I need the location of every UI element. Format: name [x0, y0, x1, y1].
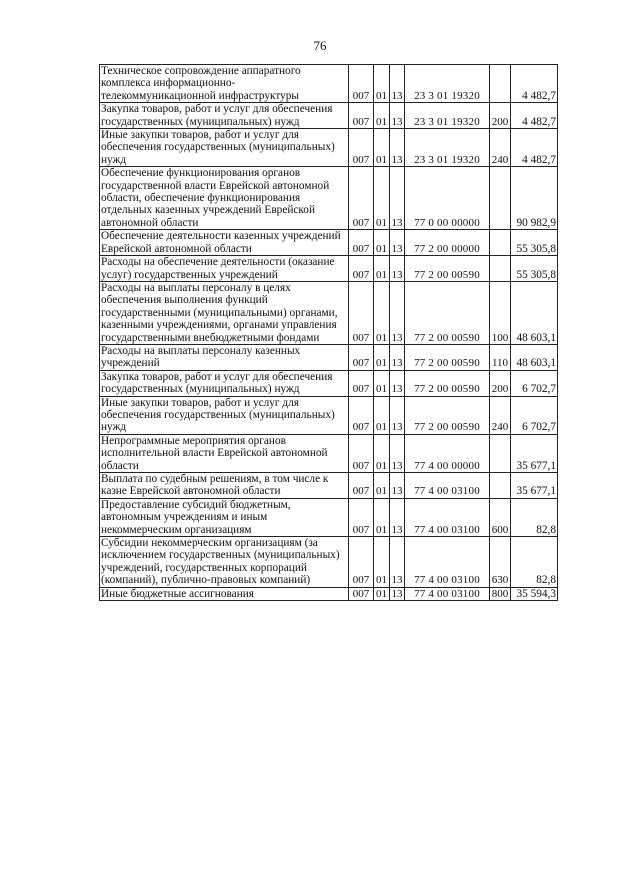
ministry-code-cell: 007: [349, 230, 374, 256]
table-row: [100, 281, 558, 344]
section-code-cell: 01: [374, 396, 390, 434]
ministry-code-cell: 007: [349, 344, 374, 370]
ministry-code-cell: 007: [349, 281, 374, 344]
section-code-cell: 01: [374, 281, 390, 344]
amount-cell: 4 482,7: [511, 129, 558, 167]
expense-type-code-cell: [490, 65, 511, 103]
subsection-code-cell: 13: [390, 103, 405, 129]
section-code-cell: 01: [374, 129, 390, 167]
expense-type-code-cell: 100: [490, 281, 511, 344]
amount-cell: 82,8: [511, 537, 558, 588]
target-article-code-cell: 77 4 00 00000: [405, 434, 490, 472]
expense-type-code-cell: 600: [490, 498, 511, 536]
expense-type-code-cell: [490, 230, 511, 256]
section-code-cell: 01: [374, 473, 390, 499]
amount-cell: 6 702,7: [511, 370, 558, 396]
amount-cell: 4 482,7: [511, 65, 558, 103]
ministry-code-cell: 007: [349, 256, 374, 282]
ministry-code-cell: 007: [349, 103, 374, 129]
amount-cell: 6 702,7: [511, 396, 558, 434]
table-row: [100, 498, 558, 536]
ministry-code-cell: 007: [349, 587, 374, 600]
table-row: [100, 434, 558, 472]
expense-type-code-cell: [490, 473, 511, 499]
page-number: 76: [313, 38, 327, 53]
subsection-code-cell: 13: [390, 167, 405, 230]
target-article-code-cell: 77 4 00 03100: [405, 498, 490, 536]
ministry-code-cell: 007: [349, 129, 374, 167]
ministry-code-cell: 007: [349, 434, 374, 472]
amount-cell: 48 603,1: [511, 281, 558, 344]
amount-cell: 55 305,8: [511, 256, 558, 282]
subsection-code-cell: 13: [390, 473, 405, 499]
target-article-code-cell: 77 4 00 03100: [405, 587, 490, 600]
budget-table-body: [100, 65, 558, 601]
section-code-cell: 01: [374, 103, 390, 129]
subsection-code-cell: 13: [390, 370, 405, 396]
section-code-cell: 01: [374, 344, 390, 370]
target-article-code-cell: 77 2 00 00590: [405, 370, 490, 396]
section-code-cell: 01: [374, 370, 390, 396]
expense-type-code-cell: [490, 256, 511, 282]
subsection-code-cell: 13: [390, 537, 405, 588]
subsection-code-cell: 13: [390, 65, 405, 103]
subsection-code-cell: 13: [390, 230, 405, 256]
target-article-code-cell: 23 3 01 19320: [405, 103, 490, 129]
section-code-cell: 01: [374, 256, 390, 282]
target-article-code-cell: 23 3 01 19320: [405, 129, 490, 167]
row-name-cell: Расходы на выплаты персоналу в целях обеспечения выполнения функций государственными (муниципальными) органами, казенными учреждениями, органами управления государственными внебюджетными фондами: [100, 281, 349, 344]
amount-cell: 48 603,1: [511, 344, 558, 370]
subsection-code-cell: 13: [390, 129, 405, 167]
row-name-cell: Иные бюджетные ассигнования: [100, 587, 349, 600]
subsection-code-cell: 13: [391, 587, 403, 600]
ministry-code-cell: 007: [349, 370, 374, 396]
subsection-code-cell: 13: [390, 434, 405, 472]
target-article-code-cell: 77 2 00 00590: [405, 344, 490, 370]
table-row: [100, 230, 558, 256]
expense-type-code-cell: 240: [490, 396, 511, 434]
section-code-cell: 01: [374, 167, 390, 230]
amount-cell: 35 594,3: [511, 587, 558, 600]
section-code-cell: 01: [374, 587, 390, 600]
row-name-cell: Обеспечение функционирования органов государственной власти Еврейской автономной области, обеспечение функционирования отдельных казенных учреждений Еврейской автономной области: [100, 167, 349, 230]
budget-table: [99, 64, 558, 601]
target-article-code-cell: 77 2 00 00590: [405, 396, 490, 434]
ministry-code-cell: 007: [349, 537, 374, 588]
amount-cell: 35 677,1: [511, 434, 558, 472]
expense-type-code-cell: 800: [490, 587, 511, 600]
row-name-cell: Техническое сопровождение аппаратного комплекса информационно-телекоммуникационной инфраструктуры: [100, 65, 349, 103]
ministry-code-cell: 007: [349, 65, 374, 103]
ministry-code-cell: 007: [349, 167, 374, 230]
expense-type-code-cell: 200: [490, 370, 511, 396]
row-name-cell: Закупка товаров, работ и услуг для обеспечения государственных (муниципальных) нужд: [100, 103, 349, 129]
row-name-cell: Иные закупки товаров, работ и услуг для обеспечения государственных (муниципальных) нужд: [100, 396, 349, 434]
table-row: [100, 587, 558, 600]
table-row: [100, 473, 558, 499]
section-code-cell: 01: [374, 230, 390, 256]
amount-cell: 55 305,8: [511, 230, 558, 256]
table-row: [100, 256, 558, 282]
subsection-code-cell: 13: [390, 281, 405, 344]
table-row: [100, 396, 558, 434]
row-name-cell: Выплата по судебным решениям, в том числе к казне Еврейской автономной области: [100, 473, 349, 499]
table-row: [100, 167, 558, 230]
row-name-cell: Расходы на выплаты персоналу казенных учреждений: [100, 344, 349, 370]
section-code-cell: 01: [374, 498, 390, 536]
subsection-code-cell: 13: [390, 498, 405, 536]
subsection-code-cell: 13: [390, 256, 405, 282]
table-row: [100, 537, 558, 588]
target-article-code-cell: 77 2 00 00590: [405, 281, 490, 344]
amount-cell: 82,8: [511, 498, 558, 536]
target-article-code-cell: 77 2 00 00000: [405, 230, 490, 256]
target-article-code-cell: 23 3 01 19320: [405, 65, 490, 103]
subsection-code-cell: 13: [390, 396, 405, 434]
expense-type-code-cell: 630: [490, 537, 511, 588]
expense-type-code-cell: [490, 167, 511, 230]
table-row: [100, 65, 558, 103]
section-code-cell: 01: [374, 537, 390, 588]
ministry-code-cell: 007: [349, 396, 374, 434]
row-name-cell: Предоставление субсидий бюджетным, автономным учреждениям и иным некоммерческим организациям: [100, 498, 349, 536]
row-name-cell: Обеспечение деятельности казенных учреждений Еврейской автономной области: [100, 230, 349, 256]
row-name-cell: Непрограммные мероприятия органов исполнительной власти Еврейской автономной области: [100, 434, 349, 472]
ministry-code-cell: 007: [349, 498, 374, 536]
expense-type-code-cell: 110: [490, 344, 511, 370]
ministry-code-cell: 007: [349, 473, 374, 499]
expense-type-code-cell: 240: [490, 129, 511, 167]
table-row: [100, 370, 558, 396]
row-name-cell: Субсидии некоммерческим организациям (за исключением государственных (муниципальных) учреждений, государственных корпораций (компаний), публично-правовых компаний): [100, 537, 349, 588]
row-name-cell: Иные закупки товаров, работ и услуг для обеспечения государственных (муниципальных) нужд: [100, 129, 349, 167]
target-article-code-cell: 77 2 00 00590: [405, 256, 490, 282]
target-article-code-cell: 77 0 00 00000: [405, 167, 490, 230]
expense-type-code-cell: [490, 434, 511, 472]
subsection-code-cell: 13: [390, 344, 405, 370]
row-name-cell: Расходы на обеспечение деятельности (оказание услуг) государственных учреждений: [100, 256, 349, 282]
table-row: [100, 129, 558, 167]
row-name-cell: Закупка товаров, работ и услуг для обеспечения государственных (муниципальных) нужд: [100, 370, 349, 396]
section-code-cell: 01: [374, 434, 390, 472]
amount-cell: 90 982,9: [511, 167, 558, 230]
target-article-code-cell: 77 4 00 03100: [405, 537, 490, 588]
table-row: [100, 344, 558, 370]
table-row: [100, 103, 558, 129]
expense-type-code-cell: 200: [490, 103, 511, 129]
section-code-cell: 01: [374, 65, 390, 103]
amount-cell: 4 482,7: [511, 103, 558, 129]
amount-cell: 35 677,1: [511, 473, 558, 499]
target-article-code-cell: 77 4 00 03100: [405, 473, 490, 499]
